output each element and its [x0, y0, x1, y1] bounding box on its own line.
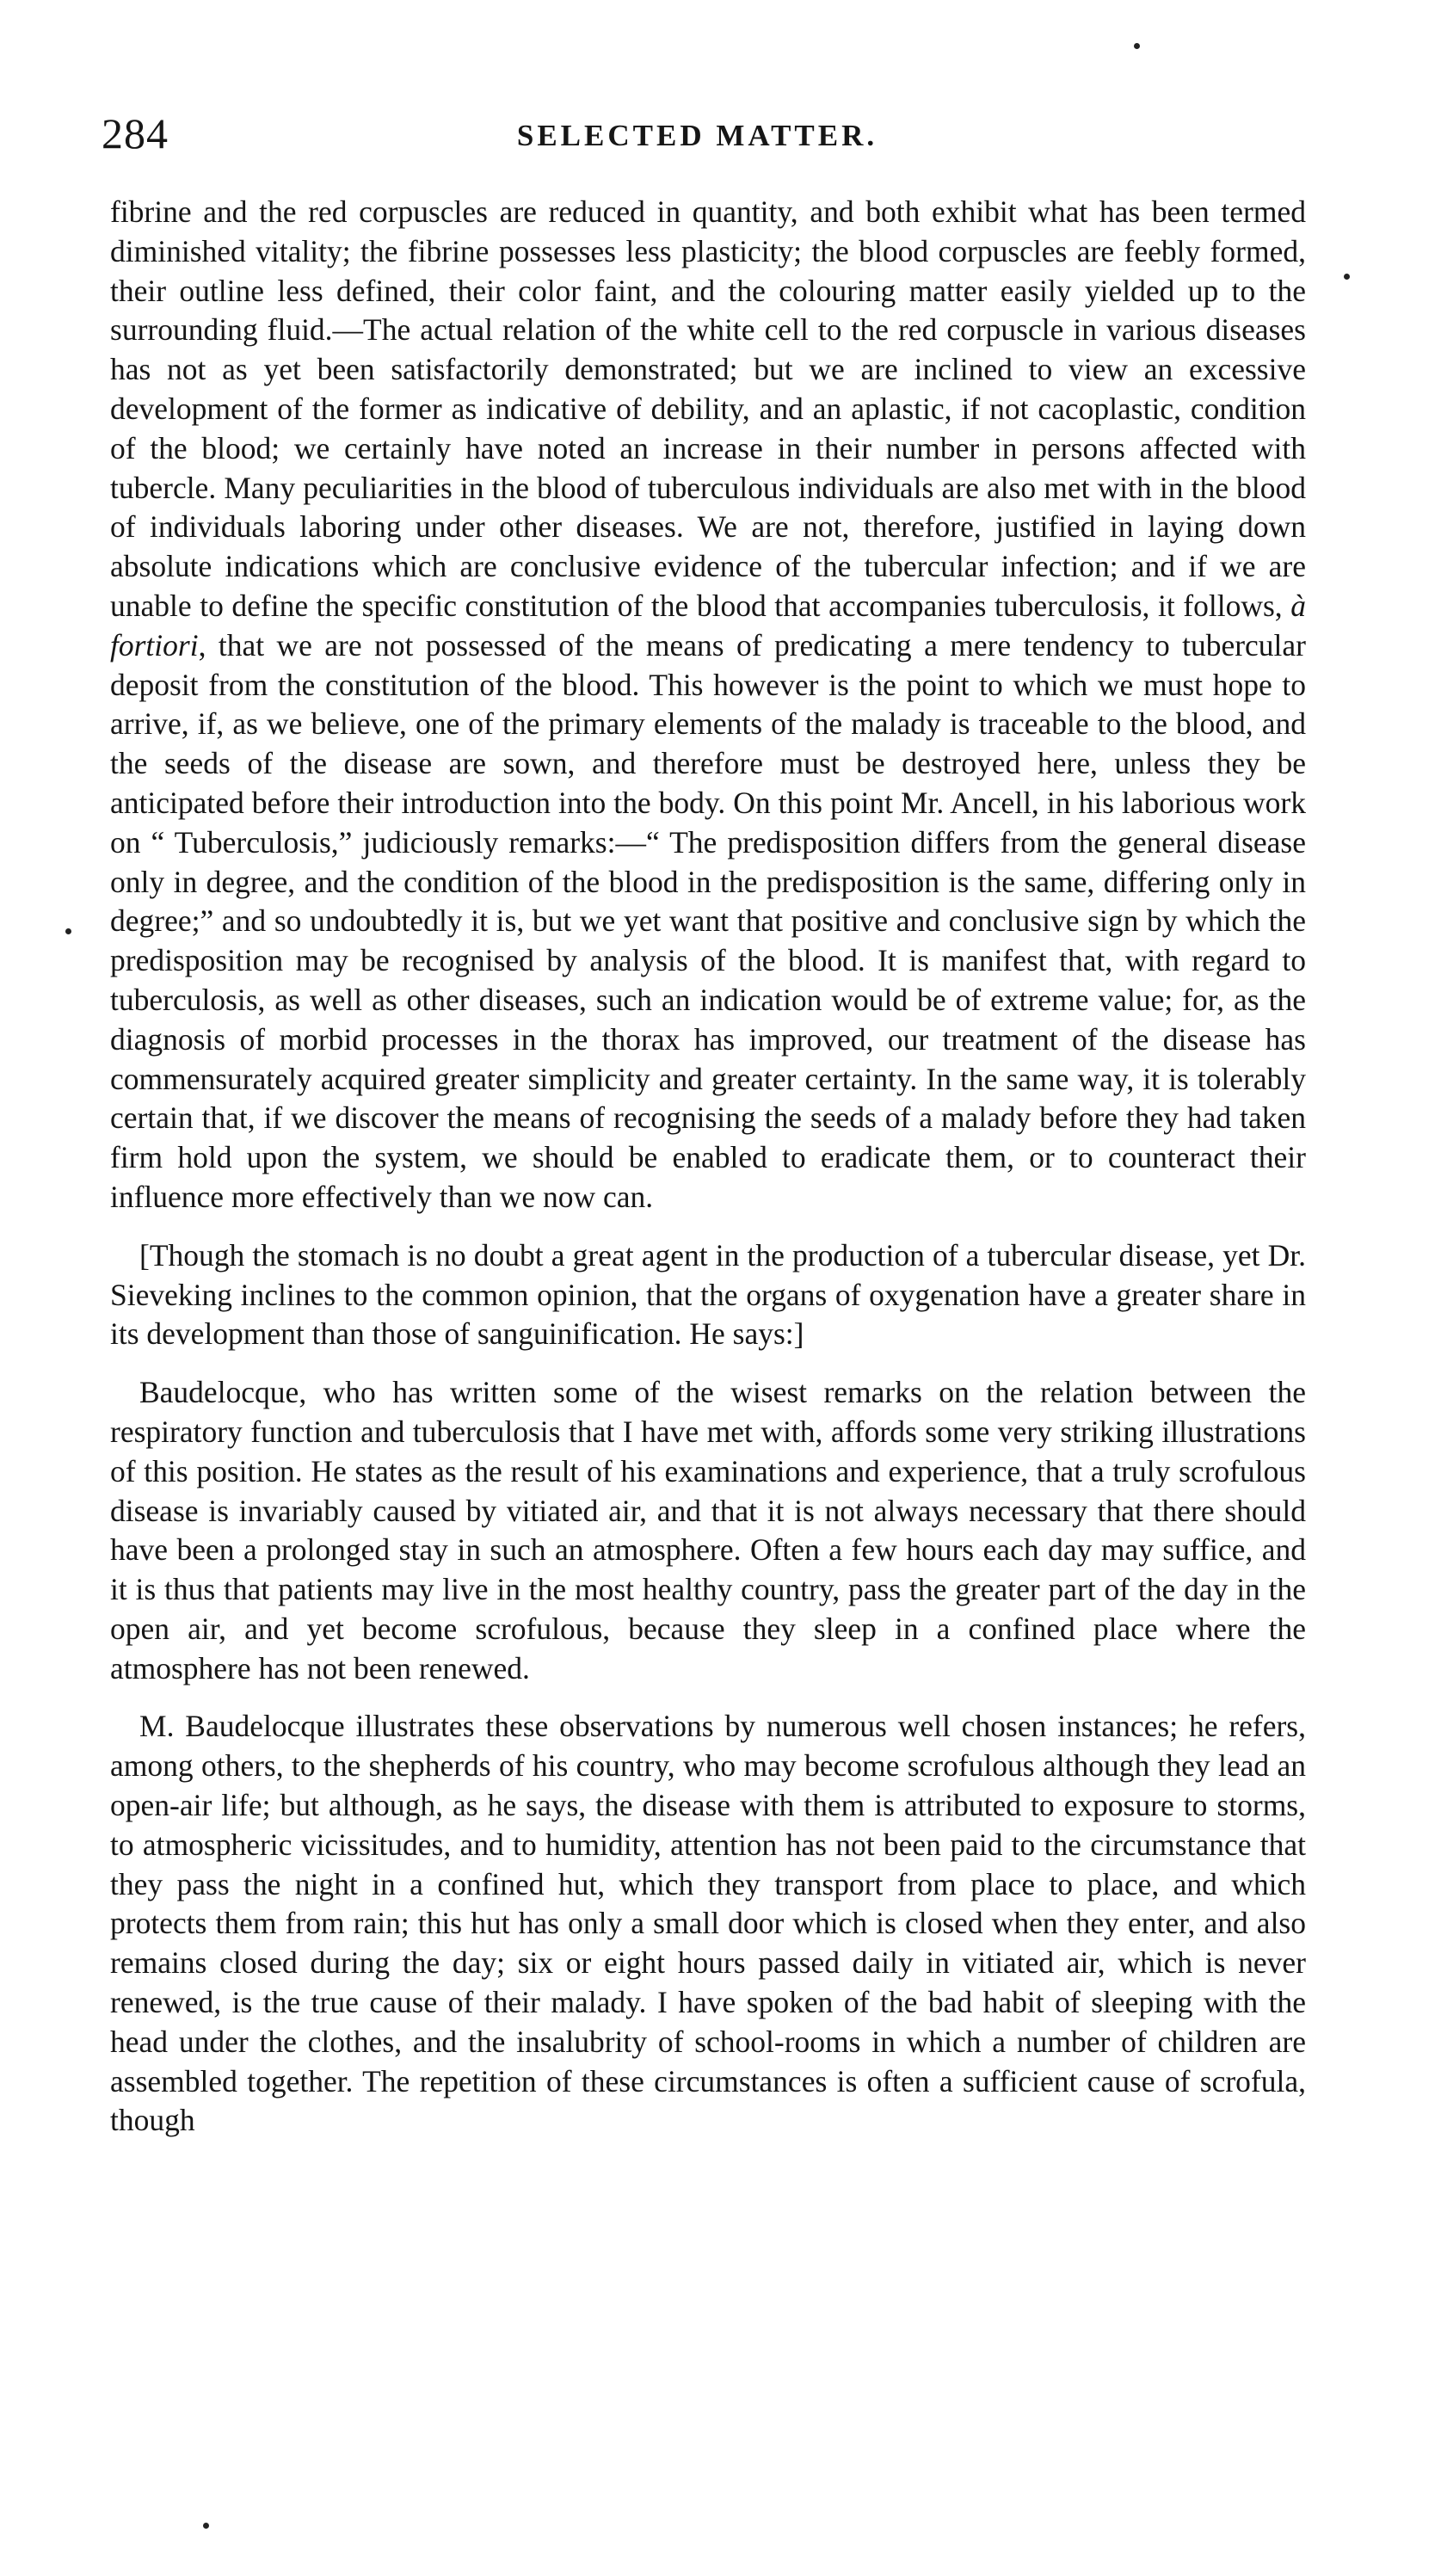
paragraph-1-continuation: , that we are not possessed of the means of predicating a mere tendency to tubercular deposit from the constitution of the blood. This however is the point to which we must hope to arrive, if, as we believe, one of the primary elements of the malady is traceable to the blood, and the seeds of the disease are sown, and therefore must be destroyed here, unless they be anticipated before their introduction into the body. On this point Mr. Ancell, in his laborious work on “ Tuberculosis,” judiciously remarks:—“ The predisposition differs from the general disease only in degree, and the condition of the blood in the predisposition is the same, differing only in degree;” and so undoubtedly it is, but we yet want that positive and conclusive sign by which the predisposition may be recognised by analysis of the blood. It is manifest that, with regard to tuberculosis, as well as other diseases, such an indication would be of extreme value; for, as the diagnosis of morbid processes in the thorax has improved, our treatment of the disease has commensurately acquired greater simplicity and greater certainty. In the same way, it is tolerably certain that, if we discover the means of recognising the seeds of a malady before they had taken firm hold upon the system, we should be enabled to eradicate them, or to counteract their influence more effectively than we now can.	[110, 627, 1306, 1214]
speck-mark	[1344, 274, 1350, 280]
page-header	[102, 102, 1293, 162]
speck-mark	[203, 2523, 209, 2529]
speck-mark	[1134, 43, 1140, 49]
paragraph-4: M. Baudelocque illustrates these observations by numerous well chosen instances; he refers, among others, to the shepherds of his country, who may become scrofulous although they lead an open-air life; but although, as he says, the disease with them is attributed to exposure to storms, to atmospheric vicissitudes, and to humidity, attention has not been paid to the circumstance that they pass the night in a confined hut, which they transport from place to place, and which protects them from rain; this hut has only a small door which is closed when they enter, and also remains closed during the day; six or eight hours passed daily in vitiated air, which is never renewed, is the true cause of their malady. I have spoken of the bad habit of sleeping with the head under the clothes, and the insalubrity of school-rooms in which a number of children are assembled together. The repetition of these circumstances is often a sufficient cause of scrofula, though	[110, 1709, 1306, 2138]
italic-phrase: à fortiori	[110, 588, 1307, 662]
running-head: SELECTED MATTER.	[516, 119, 878, 152]
speck-mark	[65, 928, 71, 934]
page-number: 284	[102, 109, 169, 157]
paragraph-1	[110, 193, 1306, 1217]
body-text	[110, 193, 1306, 2141]
paragraph-2-editorial-note: [Though the stomach is no doubt a great agent in the production of a tubercular disease, yet Dr. Sieveking inclines to the common opinion, that the organs of oxygenation have a greater share in its development than those of sanguinification. He says:]	[110, 1237, 1306, 1352]
paragraph-1-text: fibrine and the red corpuscles are reduced in quantity, and both exhibit what has been termed diminished vitality; the fibrine possesses less plasticity; the blood corpuscles are feebly formed, their outline less defined, their color faint, and the colouring matter easily yielded up to the surrounding fluid.—The actual relation of the white cell to the red corpuscle in various diseases has not as yet been satisfactorily demonstrated; but we are inclined to view an excessive development of the former as indicative of debility, and an aplastic, if not cacoplastic, condition of the blood; we certainly have noted an increase in their number in persons affected with tubercle. Many peculiarities in the blood of tuberculous individuals are also met with in the blood of individuals laboring under other diseases. We are not, therefore, justified in laying down absolute indications which are conclusive evidence of the tubercular infection; and if we are unable to define the specific constitution of the blood that accompanies tuberculosis, it follows,	[110, 194, 1306, 623]
paragraph-3: Baudelocque, who has written some of the wisest remarks on the relation between the respiratory function and tuberculosis that I have met with, affords some very striking illustrations of this position. He states as the result of his examinations and experience, that a truly scrofulous disease is invariably caused by vitiated air, and that it is not always necessary that there should have been a prolonged stay in such an atmosphere. Often a few hours each day may suffice, and it is thus that patients may live in the most healthy country, pass the greater part of the day in the open air, and yet become scrofulous, because they sleep in a confined place where the atmosphere has not been renewed.	[110, 1375, 1306, 1685]
